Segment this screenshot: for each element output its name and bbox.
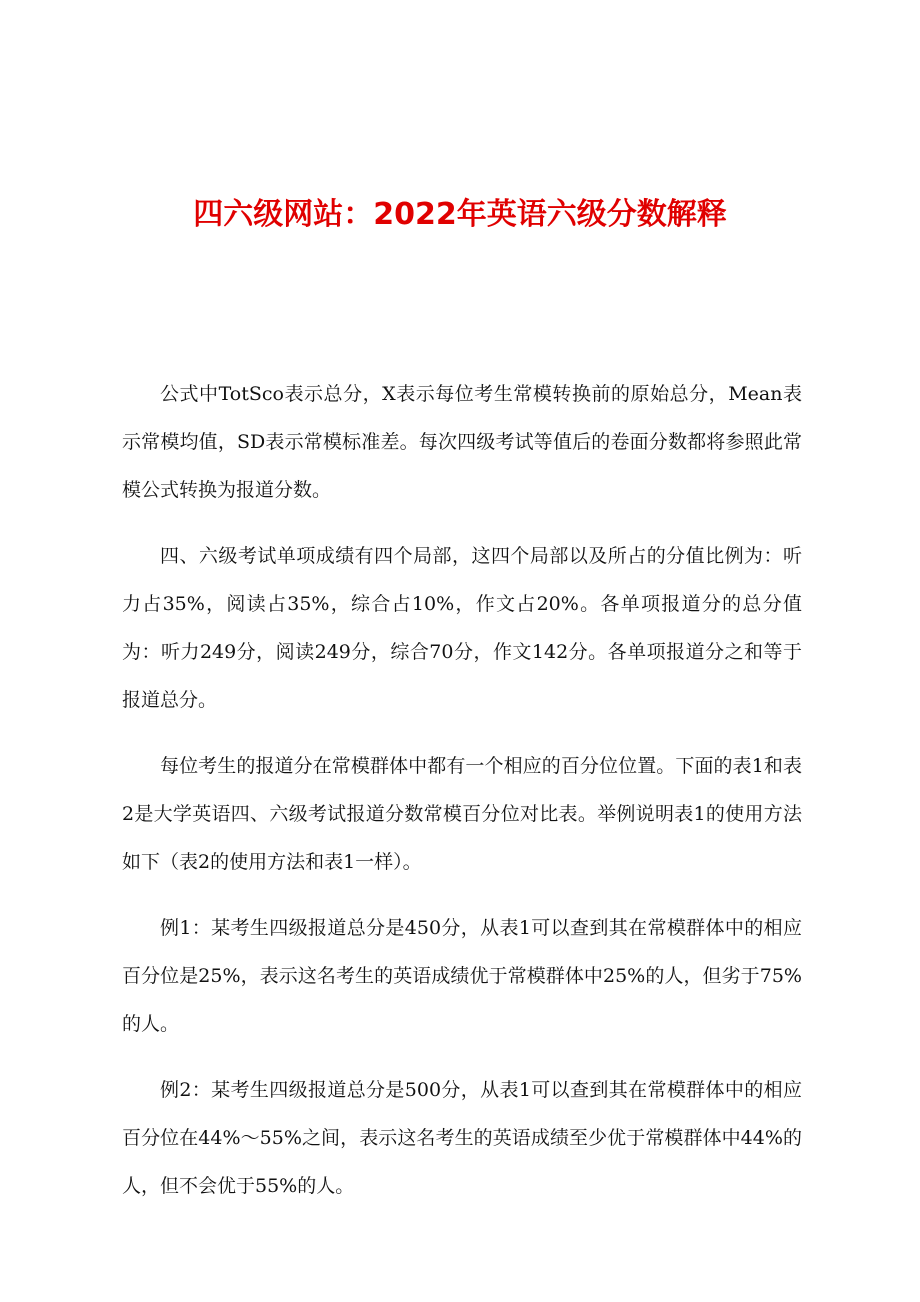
paragraph-example-1: 例1：某考生四级报道总分是450分，从表1可以查到其在常模群体中的相应百分位是25%，表示这名考生的英语成绩优于常模群体中25%的人，但劣于75%的人。 (122, 917, 802, 1035)
paragraph-example-2: 例2：某考生四级报道总分是500分，从表1可以查到其在常模群体中的相应百分位在44%～55%之间，表示这名考生的英语成绩至少优于常模群体中44%的人，但不会优于55%的人。 (122, 1079, 802, 1197)
paragraph-percentile-intro: 每位考生的报道分在常模群体中都有一个相应的百分位位置。下面的表1和表2是大学英语四、六级考试报道分数常模百分位对比表。举例说明表1的使用方法如下（表2的使用方法和表1一样）。 (122, 755, 802, 873)
paragraph-formula-explanation: 公式中TotSco表示总分，X表示每位考生常模转换前的原始总分，Mean表示常模均值，SD表示常模标准差。每次四级考试等值后的卷面分数都将参照此常模公式转换为报道分数。 (122, 383, 802, 501)
paragraph-score-components: 四、六级考试单项成绩有四个局部，这四个局部以及所占的分值比例为：听力占35%，阅读占35%，综合占10%，作文占20%。各单项报道分的总分值为：听力249分，阅读249分，综合70分，作文142分。各单项报道分之和等于报道总分。 (122, 545, 802, 711)
document-title: 四六级网站：2022年英语六级分数解释 (193, 197, 727, 232)
document-body (122, 370, 802, 1228)
